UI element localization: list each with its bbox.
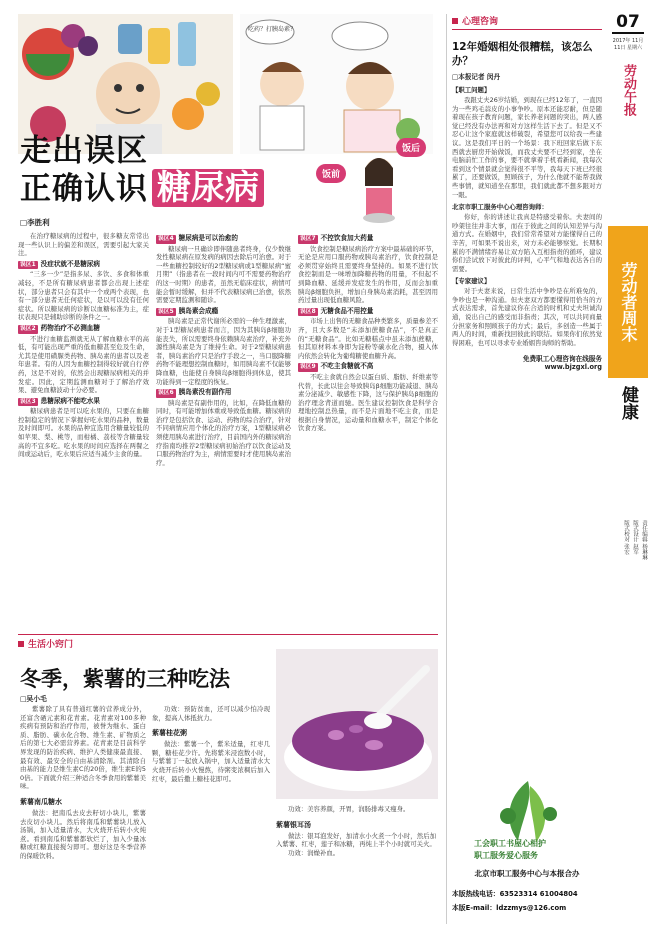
- tips-header: [18, 637, 73, 650]
- consult-header: [452, 14, 602, 30]
- feature-header: [18, 14, 433, 229]
- feature-intro: 在治疗糖尿病的过程中，很多糖友常常出现一些认识上的偏差和误区，需要引起大家关注。: [18, 232, 149, 258]
- ad-slogan-2: 职工服务爱心服务: [474, 851, 538, 860]
- after-meal-bubble: 饭后: [396, 138, 426, 157]
- feature-title-line2: 正确认识: [20, 171, 148, 207]
- consult-header-label: 心理咨询: [462, 17, 499, 27]
- service-text: 你好，你的讲述让我真是特感受着你。夫妻间的吵架往往并非大事，而在于彼此之间的认知差异与沟通方式。在婚姻中，我们常常希望对方能懂得自己的辛苦，可如果不说出来，对方未必能够察觉。长期积累的不满情绪容易让双方陷入互相指责的循环，建议你们尝试放下对彼此的评判，心平气和地表达各自的需要。: [452, 213, 602, 273]
- staff-editor: 责任编辑 杨琳琳: [641, 520, 647, 561]
- recipe-name-3: 紫薯银耳汤: [276, 820, 311, 829]
- recipe-text-3: 做法：银耳泡发好，加清水小火煮一个小时，然后加入紫薯、红枣，莲子和冰糖，再炖上半个小时就可关火。: [276, 831, 436, 849]
- tips-col3: [276, 805, 436, 857]
- section-badge: 误区2: [20, 325, 36, 332]
- expert-text: 对于夫妻来说，日常生活中争吵是在所难免的，争吵也是一种沟通。但夫妻双方都要懂得用恰当的方式表达需求，首先建议你在合适的时机和丈夫坦诚沟通，说出自己的感受而非指责；其次，可以共同商量分担家务和照顾孩子的方式；最后，多创造一些属于两人的时间，重新找回彼此的联结。如果你们依然觉得困难，也可以寻求专业婚姻咨询师的帮助。: [452, 287, 602, 347]
- speech-bubble: 吃药？打胰岛素？: [248, 26, 297, 33]
- recipe-effect-2: 功效：美容养颜，开胃，润肠排毒又瘦身。: [288, 805, 410, 813]
- consult-footer-2: www.bjzgxl.org: [544, 363, 602, 372]
- tips-header-label: 生活小窍门: [28, 640, 74, 650]
- section-text-1: “三多一少”是指多尿、多饮、多食和体重减轻，不是所有糖尿病患者都会出现上述症状，部分患者只会有其中一个或两个表现，也有一部分患者无任何症状，是以可以没有任何症状。所以糖尿病的诊断以血糖标准为主，症状表现只是辅助诊断的条件之一。: [18, 270, 149, 322]
- section-badge: 误区3: [20, 398, 36, 405]
- section-title-3: 误区3 患糖尿病不能吃水果: [20, 396, 100, 405]
- staff-credits: [614, 520, 648, 620]
- page-number: 07: [612, 12, 644, 34]
- page-date: 2017年 11月11日 星期六: [612, 38, 644, 51]
- theme-tag: 健康: [618, 386, 638, 420]
- section-text-9: 不吃主食就自然会以蛋白质、脂肪、纤维素等代替，长此以往会导致胰岛β细胞功能减退、胰岛素分泌减少、敏感性下降，这与保护胰岛β细胞的治疗理念背道而驰。医生建议控制饮食是科学合理地控制总热量，而不是片面地不吃主食，而是根据自身情况，运动量和血糖水平，制定个体化饮食方案。: [298, 372, 438, 433]
- section-text-3: 糖尿病患者是可以吃水果的，只要在血糖控制稳定的情况下掌握好吃水果的品种，数量及时间即可。水果的品种宜选用含糖量较低的如苹果、梨、桃等，而柑橘、荔枝等含糖量较高的不宜多吃。吃水果的时间应选择在两餐之间或运动后，吃水果后应适当减少主食的量。: [18, 407, 149, 459]
- section-text-5: 胰岛素是正常代谢所必需的一种生理激素，对于1型糖尿病患者而言，因为其胰岛β细胞功能丧失，所以需要终身依赖胰岛素治疗，补充外源性胰岛素是为了维持生命。对于2型糖尿病患者，胰岛素治疗只是治疗手段之一，当口服降糖药物不能理想控制血糖时，如用胰岛素不仅能够降血糖，也能使自身胰岛β细胞得到休息，使其功能得到一定程度的恢复。: [156, 317, 291, 386]
- section-badge: 误区1: [20, 261, 36, 268]
- ad-hotline: 本版热线电话：63523314 61004804: [452, 890, 578, 898]
- recipe-name-2: 紫薯桂花粥: [152, 729, 187, 738]
- service-logo-icon: [488, 776, 568, 846]
- ad-org: 北京市职工服务中心与本报合办: [474, 869, 580, 878]
- consult-header-marker: [452, 18, 458, 24]
- tips-col2: [152, 705, 270, 783]
- tips-title: 冬季，紫薯的三种吃法: [20, 666, 230, 691]
- section-text-4: 糖尿病一旦确诊即伴随患者终身，仅少数继发性糖尿病在原发病的病因去除后可治愈。对于一些血糖控制较好的2型糖尿病或1型糖尿病“蜜月期”（指患者在一段时间内可不需要药物治疗的这一时期）的患者，虽然无临床症状，病情可能会暂时缓解，但并不代表糖尿病已治愈，依然需要定期监测和随诊。: [156, 244, 291, 305]
- feature-author: □李胜利: [20, 218, 50, 227]
- section-badge: 误区7: [300, 236, 316, 242]
- purple-soup-photo: [276, 649, 438, 799]
- staff-proofreader: 版式校对 张宏: [623, 520, 629, 555]
- recipe-text-1: 做法：把南瓜去皮去籽切小块儿，紫薯去皮切小块儿。然后将南瓜和紫薯块儿放入汤锅，加入适量清水，大火烧开后转小火炖煮。看到南瓜和紫薯都软烂了，加入少量冰糖或红糖直接搅匀即可。想好这是冬季营养的保暖饮料。: [20, 808, 146, 860]
- consult-footer-1: 免费职工心理咨询在线服务: [522, 355, 602, 364]
- tips-intro: 紫薯除了具有普通红薯的营养成分外，还富含硒元素和花青素。花青素对100多种疾病有预防和治疗作用，被誉为继水、蛋白质、脂肪、碳水化合物、维生素、矿物质之后的第七大必需营养素。花青素是目前科学界发现的防治疾病、维护人类健康最直接、最有效、最安全的自由基清除剂。其清除自由基的能力是维生素C的20倍，维生素E的50倍。下面就介绍三种适合冬季食用的紫薯美味。: [20, 705, 146, 791]
- section-title-4: 误区4 糖尿病是可以治愈的: [158, 234, 238, 242]
- masthead-logo: 劳动午报: [621, 64, 636, 116]
- section-title-1: 误区1 没症状就不是糖尿病: [20, 259, 100, 268]
- section-badge: 误区6: [158, 390, 174, 397]
- before-meal-bubble: 饭前: [316, 164, 346, 183]
- consult-title: 12年婚姻相处很糟糕，该怎么办？: [452, 41, 593, 67]
- staff-designer: 版式设计 赵军: [632, 520, 638, 555]
- feature-body-col2: [156, 232, 291, 467]
- tips-col1: [20, 705, 146, 869]
- section-badge: 误区9: [300, 364, 316, 371]
- section-title-6: 误区6 胰岛素没有副作用: [158, 388, 232, 397]
- feature-body-col1: [18, 232, 149, 459]
- section-text-7: 饮食控制是糖尿病治疗方案中最基础的环节，无论是应用口服药物或胰岛素治疗，饮食控制是必须贯穿始终且需要终身坚持的。如果不进行饮食控制而是一味增加降糖药物的用量，不但起不到降血糖、延缓并发症发生的作用，反而会加重胰岛β细胞负担，增加自身胰岛素消耗，甚至因用药过量出现低血糖风险。: [298, 244, 438, 305]
- consult-section: [452, 14, 602, 371]
- section-title-8: 误区8 无糖食品不用控量: [300, 306, 374, 315]
- section-badge: 误区5: [158, 308, 174, 315]
- consult-author: □本报记者 闵丹: [452, 73, 501, 81]
- expert-title: 【专家建议】: [452, 277, 491, 286]
- section-title-2: 误区2 药物治疗不必测血糖: [20, 323, 100, 332]
- recipe-text-2: 做法：紫薯一个，紫米适量，红枣几颗，糖桂花少许。先将紫米浸泡数小时，与紫薯丁一起放入锅中，加入适量清水大火烧开后转小火慢熬，待粥变浓稠后加入红枣，最后撒上糖桂花即可。: [152, 740, 270, 783]
- feature-title: [20, 134, 264, 207]
- ad-slogan-1: 工会职工书屋心相护: [474, 839, 546, 848]
- question-text: 我跟丈夫26岁结婚，到现在已经12年了，一直因为一些鸡毛蒜皮的小事争吵。原本还能忍耐，但是随着现在孩子教育问题，家长养老问题的突出，两人感觉已经没有办法再和对方这样生活下去了。但是又不忍心让这个家庭就这样破裂，希望您可以给我一些建议。这是我们平日的一个场景：我下班回家后做下东西就去厨房开始做饭，而我丈夫要不已经到家，坐在电脑前忙工作的事，要不就拿着手机看新闻，我每次看到这个情景就会觉得很不平等，我每天下班已经很累了，还要做饭，照顾孩子，为什么他就不能帮我做些事情，就知道坐在那里，我们就此都不想多跟对方一眼。: [452, 96, 602, 199]
- recipe-effect-1: 功效：预防贫血，还可以减少怕冷现象，提高人体抵抗力。: [152, 705, 270, 722]
- tips-header-marker: [18, 641, 24, 647]
- feature-body-col3: [298, 232, 438, 433]
- nurse-illustration: [240, 14, 433, 154]
- recipe-name-1: 紫薯南瓜糖水: [20, 797, 62, 806]
- section-badge: 误区8: [300, 308, 316, 315]
- section-text-6: 胰岛素是有副作用的，比如，在降低血糖的同时，有可能增加体重或导致低血糖。糖尿病的治疗是包括饮食、运动、药物的综合治疗，针对不同病情应用个体化的治疗方案，1型糖尿病必须使用胰岛素进行治疗，目前国内外的糖尿病治疗指南均推荐2型糖尿病初始治疗以饮食运动及口服药物治疗为主，病情需要时才使用胰岛素治疗。: [156, 398, 291, 467]
- tips-author: □吴小毛: [20, 695, 47, 703]
- tips-section: [18, 634, 438, 927]
- question-title: 【职工问题】: [452, 86, 491, 94]
- recipe-effect-3: 功效：润燥补血。: [288, 848, 340, 857]
- column-divider: [446, 14, 447, 924]
- section-title-5: 误区5 胰岛素会成瘾: [158, 306, 219, 315]
- section-title-7: 误区7 不控饮食加大药量: [300, 234, 374, 242]
- section-title-9: 误区9 不吃主食糖就不高: [300, 362, 374, 371]
- section-text-8: 市场上出售的无糖食品种类繁多，质量参差不齐，且大多数是“未添加蔗糖食品”，不是真正的“无糖食品”。比如无糖糕点中虽未添加蔗糖，但其原材料本身即为淀粉等碳水化合物，摄入体内依然会转化为葡萄糖使血糖升高。: [298, 317, 438, 360]
- ad-email: 本版E-mail：ldzzmys@126.com: [452, 904, 567, 912]
- service-title: 北京市职工服务中心心理咨询师：: [452, 203, 548, 212]
- woman-thinking-illustration: [356, 154, 402, 224]
- section-badge: 误区4: [158, 236, 174, 242]
- feature-title-line1: 走出误区: [20, 133, 148, 169]
- section-tag: 劳动者周末: [608, 226, 648, 378]
- feature-title-highlight: 糖尿病: [152, 169, 264, 207]
- section-text-2: 不进行血糖监测就无从了解血糖水平的高低，有可能出现严重的低血糖甚至危及生命，尤其是使用磺脲类药物、胰岛素的患者以及老年患者。有的人因为血糖控制得较好就自行停药，这是不对的，依然会出现糖尿病相关的并发症。因此，定期监测血糖对于了解治疗效果、避免血糖波动十分必要。: [18, 334, 149, 395]
- service-ad: [452, 776, 602, 926]
